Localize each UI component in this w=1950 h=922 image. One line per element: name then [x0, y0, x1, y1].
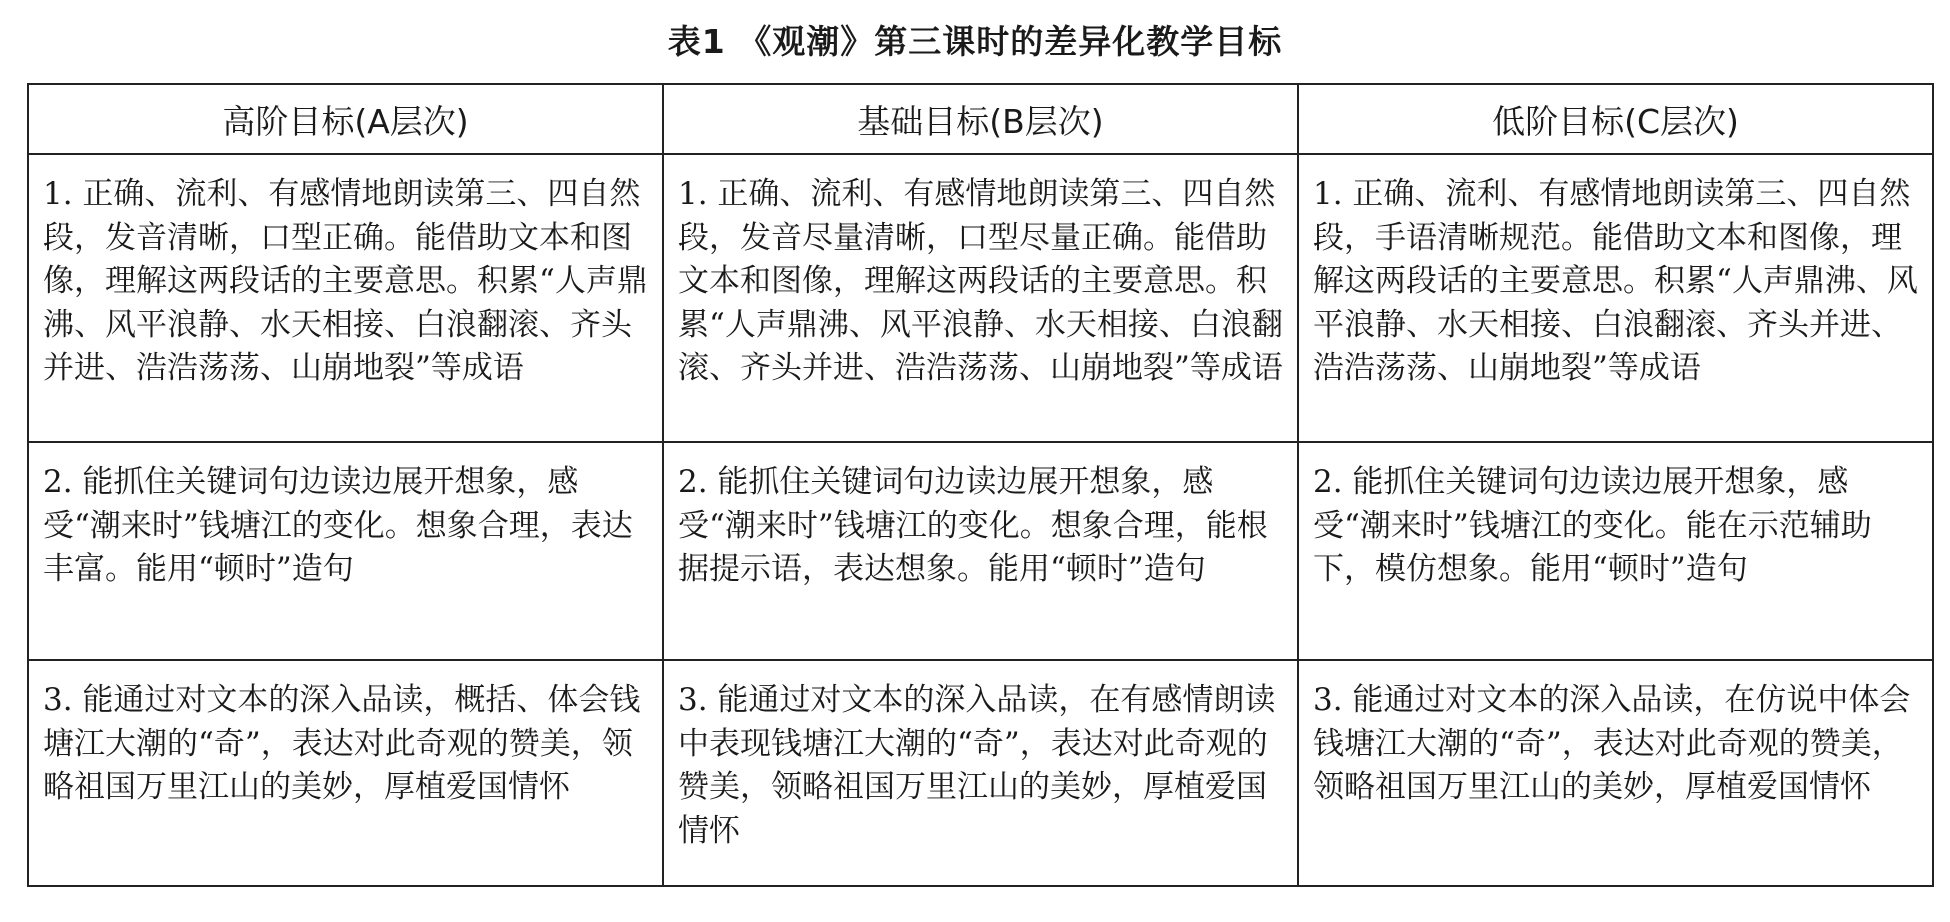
cell-goal-2-c: 2. 能抓住关键词句边读边展开想象，感受“潮来时”钱塘江的变化。能在示范辅助下，模仿想象。能用“顿时”造句	[1298, 442, 1933, 660]
cell-goal-1-c: 1. 正确、流利、有感情地朗读第三、四自然段，手语清晰规范。能借助文本和图像，理解这两段话的主要意思。积累“人声鼎沸、风平浪静、水天相接、白浪翻滚、齐头并进、浩浩荡荡、山崩地裂”等成语	[1298, 154, 1933, 442]
cell-goal-3-c: 3. 能通过对文本的深入品读，在仿说中体会钱塘江大潮的“奇”，表达对此奇观的赞美，领略祖国万里江山的美妙，厚植爱国情怀	[1298, 660, 1933, 886]
cell-goal-1-b: 1. 正确、流利、有感情地朗读第三、四自然段，发音尽量清晰，口型尽量正确。能借助文本和图像，理解这两段话的主要意思。积累“人声鼎沸、风平浪静、水天相接、白浪翻滚、齐头并进、浩浩荡荡、山崩地裂”等成语	[663, 154, 1298, 442]
table-header-row	[28, 84, 1933, 154]
table-caption: 表1 《观潮》第三课时的差异化教学目标	[667, 22, 1283, 61]
header-c-level: 低阶目标(C层次)	[1298, 84, 1933, 154]
cell-goal-1-a: 1. 正确、流利、有感情地朗读第三、四自然段，发音清晰，口型正确。能借助文本和图像，理解这两段话的主要意思。积累“人声鼎沸、风平浪静、水天相接、白浪翻滚、齐头并进、浩浩荡荡、山崩地裂”等成语	[28, 154, 663, 442]
header-a-level: 高阶目标(A层次)	[28, 84, 663, 154]
cell-goal-2-a: 2. 能抓住关键词句边读边展开想象，感受“潮来时”钱塘江的变化。想象合理，表达丰富。能用“顿时”造句	[28, 442, 663, 660]
cell-goal-2-b: 2. 能抓住关键词句边读边展开想象，感受“潮来时”钱塘江的变化。想象合理，能根据提示语，表达想象。能用“顿时”造句	[663, 442, 1298, 660]
table-row	[28, 660, 1933, 886]
cell-goal-3-b: 3. 能通过对文本的深入品读，在有感情朗读中表现钱塘江大潮的“奇”，表达对此奇观的赞美，领略祖国万里江山的美妙，厚植爱国情怀	[663, 660, 1298, 886]
goals-table	[27, 83, 1934, 887]
table-row	[28, 442, 1933, 660]
table-row	[28, 154, 1933, 442]
header-b-level: 基础目标(B层次)	[663, 84, 1298, 154]
cell-goal-3-a: 3. 能通过对文本的深入品读，概括、体会钱塘江大潮的“奇”，表达对此奇观的赞美，领略祖国万里江山的美妙，厚植爱国情怀	[28, 660, 663, 886]
